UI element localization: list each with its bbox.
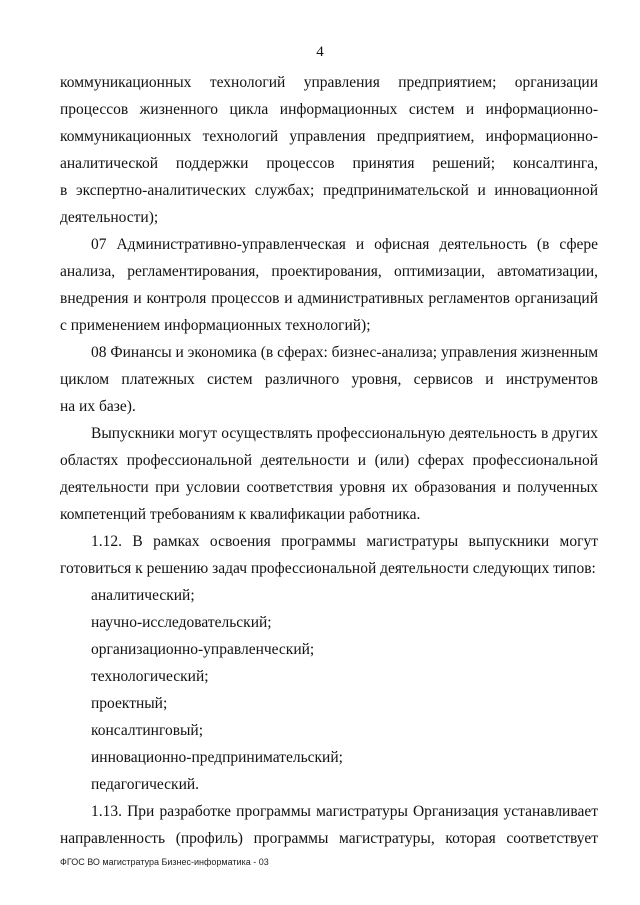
text-line: циклом платежных систем различного уровня, сервисов и инструментов xyxy=(60,371,598,388)
text-line: внедрения и контроля процессов и административных регламентов организаций xyxy=(60,290,598,307)
text-line: аналитической поддержки процессов принятия решений; консалтинга, xyxy=(60,155,598,172)
text-line: анализа, регламентирования, проектирования, оптимизации, автоматизации, xyxy=(60,263,598,280)
list-item: проектный; xyxy=(91,695,168,712)
list-item: инновационно-предпринимательский; xyxy=(91,749,343,766)
text-line: областях профессиональной деятельности и (или) сферах профессиональной xyxy=(60,452,598,469)
text-line: 1.12. В рамках освоения программы магистратуры выпускники могут xyxy=(91,533,598,550)
text-line: коммуникационных технологий управления предприятием; организации xyxy=(60,74,598,91)
text-line: 1.13. При разработке программы магистратуры Организация устанавливает xyxy=(91,803,598,820)
text-line: на их базе). xyxy=(60,398,136,415)
list-item: технологический; xyxy=(91,668,209,685)
list-item: научно-исследовательский; xyxy=(91,614,272,631)
text-line: деятельности при условии соответствия уровня их образования и полученных xyxy=(60,479,598,496)
page-footer: ФГОС ВО магистратура Бизнес-информатика - 03 xyxy=(60,857,269,867)
text-line: коммуникационных технологий управления предприятием, информационно- xyxy=(60,128,598,145)
text-line: деятельности); xyxy=(60,209,159,226)
text-line: в экспертно-аналитических службах; предпринимательской и инновационной xyxy=(60,182,598,199)
text-line: направленность (профиль) программы магистратуры, которая соответствует xyxy=(60,830,598,847)
list-item: организационно-управленческий; xyxy=(91,641,315,658)
list-item: консалтинговый; xyxy=(91,722,204,739)
text-line: процессов жизненного цикла информационных систем и информационно- xyxy=(60,101,598,118)
text-line: 07 Административно-управленческая и офисная деятельность (в сфере xyxy=(91,236,598,253)
list-item: аналитический; xyxy=(91,587,195,604)
page-number: 4 xyxy=(316,44,324,60)
text-line: Выпускники могут осуществлять профессиональную деятельность в других xyxy=(91,425,598,442)
text-line: 08 Финансы и экономика (в сферах: бизнес-анализа; управления жизненным xyxy=(91,344,599,361)
text-line: готовиться к решению задач профессиональной деятельности следующих типов: xyxy=(60,560,596,577)
text-line: компетенций требованиям к квалификации работника. xyxy=(60,506,421,523)
text-line: с применением информационных технологий); xyxy=(60,317,371,334)
list-item: педагогический. xyxy=(91,776,200,793)
